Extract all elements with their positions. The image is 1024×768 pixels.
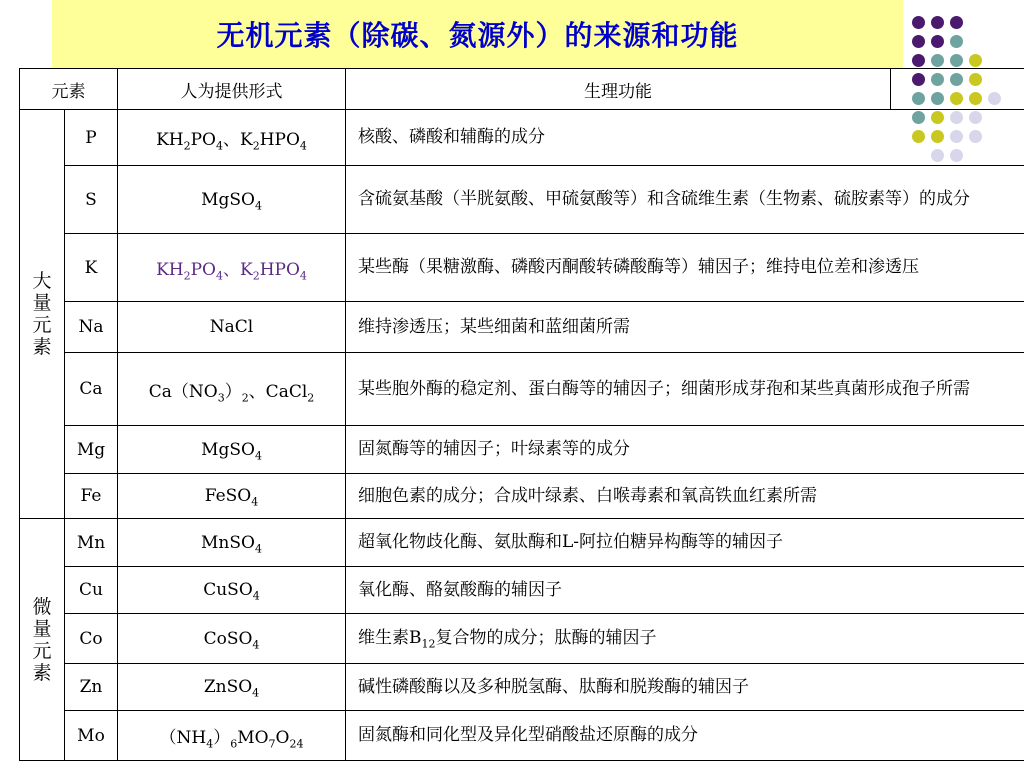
decorative-dot bbox=[912, 35, 925, 48]
physiological-function bbox=[346, 664, 1024, 711]
element-symbol: Mo bbox=[65, 711, 118, 761]
header-element: 元素 bbox=[20, 69, 118, 110]
slide-title: 无机元素（除碳、氮源外）的来源和功能 bbox=[216, 19, 739, 52]
table-body bbox=[20, 110, 1024, 761]
table-row bbox=[20, 519, 1024, 567]
function-text: 碱性磷酸酶以及多种脱氢酶、肽酶和脱羧酶的辅因子 bbox=[358, 676, 749, 697]
decorative-dot bbox=[931, 54, 944, 67]
physiological-function bbox=[346, 711, 1024, 761]
function-text: 核酸、磷酸和辅酶的成分 bbox=[358, 127, 545, 147]
decorative-dot bbox=[931, 16, 944, 29]
elements-table bbox=[19, 68, 1024, 761]
supply-form: MgSO$_4$ bbox=[118, 426, 346, 474]
physiological-function bbox=[346, 110, 1024, 166]
physiological-function bbox=[346, 519, 1024, 567]
supply-form: ZnSO$_4$ bbox=[118, 664, 346, 711]
decorative-dot bbox=[969, 54, 982, 67]
function-text: 氧化酶、酪氨酸酶的辅因子 bbox=[358, 579, 562, 600]
element-symbol: S bbox=[65, 166, 118, 234]
table-row bbox=[20, 353, 1024, 426]
supply-form: MnSO$_4$ bbox=[118, 519, 346, 567]
element-symbol: Zn bbox=[65, 664, 118, 711]
header-function: 生理功能 bbox=[346, 69, 891, 110]
function-text: 某些酶（果糖激酶、磷酸丙酮酸转磷酸酶等）辅因子；维持电位差和渗透压 bbox=[358, 257, 919, 277]
group-trace-elements: 微 量 元 素 bbox=[20, 519, 65, 761]
element-symbol: Mg bbox=[65, 426, 118, 474]
physiological-function bbox=[346, 614, 1024, 664]
decorative-dot bbox=[912, 54, 925, 67]
element-symbol: Ca bbox=[65, 353, 118, 426]
supply-form: CoSO$_4$ bbox=[118, 614, 346, 664]
supply-form: $Ca(NO_3)_2$、CaCl$_2$ bbox=[118, 353, 346, 426]
physiological-function bbox=[346, 302, 1024, 353]
element-symbol: Mn bbox=[65, 519, 118, 567]
table-row bbox=[20, 426, 1024, 474]
element-symbol: P bbox=[65, 110, 118, 166]
group-major-elements: 大 量 元 素 bbox=[20, 110, 65, 519]
element-symbol: Na bbox=[65, 302, 118, 353]
physiological-function bbox=[346, 567, 1024, 614]
element-symbol: Co bbox=[65, 614, 118, 664]
table-row bbox=[20, 711, 1024, 761]
function-text: 某些胞外酶的稳定剂、蛋白酶等的辅因子；细菌形成芽孢和某些真菌形成孢子所需 bbox=[358, 378, 970, 399]
element-symbol: K bbox=[65, 234, 118, 302]
header-row bbox=[20, 69, 1024, 110]
supply-form: CuSO$_4$ bbox=[118, 567, 346, 614]
supply-form: $(NH_4)_6MO_7O_{24}$ bbox=[118, 711, 346, 761]
decorative-dot bbox=[950, 54, 963, 67]
function-text: 固氮酶和同化型及异化型硝酸盐还原酶的成分 bbox=[358, 725, 698, 745]
decorative-dot bbox=[912, 16, 925, 29]
physiological-function bbox=[346, 234, 1024, 302]
table-row bbox=[20, 110, 1024, 166]
function-text: 细胞色素的成分；合成叶绿素、白喉毒素和氧高铁血红素所需 bbox=[358, 485, 817, 506]
function-text: 含硫氨基酸（半胱氨酸、甲硫氨酸等）和含硫维生素（生物素、硫胺素等）的成分 bbox=[358, 189, 970, 209]
physiological-function bbox=[346, 426, 1024, 474]
function-text: 超氧化物歧化酶、氨肽酶和L-阿拉伯糖异构酶等的辅因子 bbox=[358, 532, 784, 552]
decorative-dot bbox=[950, 16, 963, 29]
function-text: 维生素$B_{12}$复合物的成分；肽酶的辅因子 bbox=[358, 628, 657, 651]
physiological-function bbox=[346, 166, 1024, 234]
header-blank bbox=[891, 69, 1024, 110]
table-row bbox=[20, 567, 1024, 614]
table-row bbox=[20, 474, 1024, 519]
decorative-dot bbox=[931, 35, 944, 48]
supply-form: FeSO$_4$ bbox=[118, 474, 346, 519]
table-row bbox=[20, 234, 1024, 302]
function-text: 固氮酶等的辅因子；叶绿素等的成分 bbox=[358, 439, 630, 459]
table-row bbox=[20, 664, 1024, 711]
table-row bbox=[20, 302, 1024, 353]
decorative-dot bbox=[950, 35, 963, 48]
supply-form: $KH_2PO_4$、$K_2HPO_4$ bbox=[118, 110, 346, 166]
supply-form: NaCl bbox=[118, 302, 346, 353]
physiological-function bbox=[346, 474, 1024, 519]
table-row bbox=[20, 166, 1024, 234]
header-form: 人为提供形式 bbox=[118, 69, 346, 110]
physiological-function bbox=[346, 353, 1024, 426]
function-text: 维持渗透压；某些细菌和蓝细菌所需 bbox=[358, 316, 630, 337]
table-row bbox=[20, 614, 1024, 664]
element-symbol: Fe bbox=[65, 474, 118, 519]
element-symbol: Cu bbox=[65, 567, 118, 614]
supply-form: $KH_2PO_4$、$K_2HPO_4$ bbox=[118, 234, 346, 302]
supply-form: MgSO$_4$ bbox=[118, 166, 346, 234]
